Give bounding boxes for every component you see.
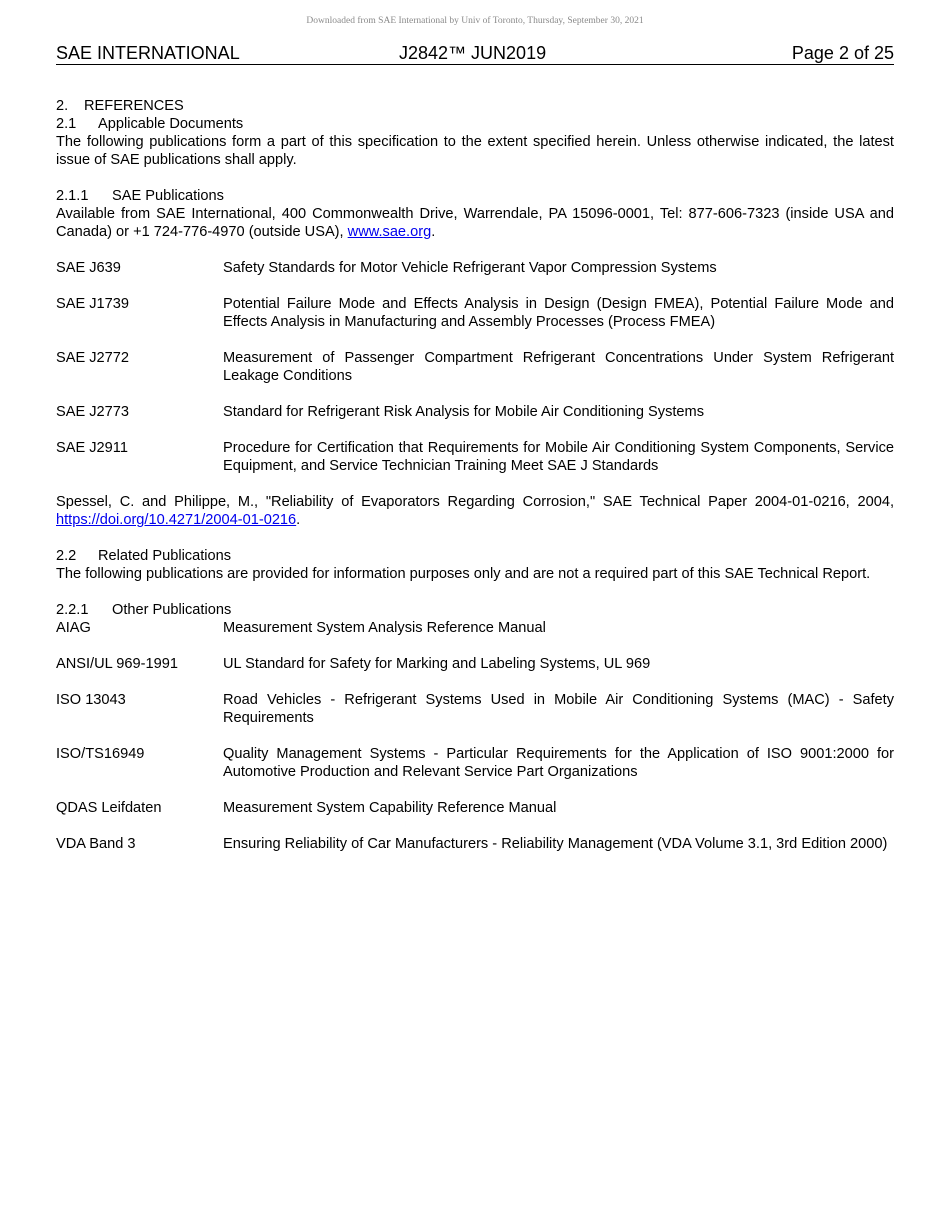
- reference-code: SAE J1739: [56, 296, 130, 312]
- heading-number: 2.1: [56, 116, 77, 132]
- reference-title: Procedure for Certification that Requirements for Mobile Air Conditioning System Components, Service Equipment, and Service Technician Training Meet SAE J Standards: [223, 440, 894, 474]
- heading-title: Related Publications: [98, 548, 232, 564]
- heading-title: SAE Publications: [112, 188, 224, 204]
- related-publications-text: The following publications are provided for information purposes only and are not a required part of this SAE Technical Report.: [56, 566, 871, 582]
- reference-row: [56, 619, 894, 637]
- availability-text: Available from SAE International, 400 Commonwealth Drive, Warrendale, PA 15096-0001, Tel: 877-606-7323 (inside USA and Canada) or +1 724-776-4970 (outside USA),: [56, 206, 894, 240]
- heading-title: Other Publications: [112, 602, 232, 618]
- reference-row: [56, 655, 894, 673]
- page-header: [56, 43, 894, 65]
- reference-code: SAE J2773: [56, 404, 130, 420]
- reference-title: UL Standard for Safety for Marking and Labeling Systems, UL 969: [223, 656, 651, 672]
- reference-code: SAE J639: [56, 260, 121, 276]
- heading-number: 2.1.1: [56, 188, 89, 204]
- heading-applicable-documents: [56, 115, 894, 133]
- reference-title: Safety Standards for Motor Vehicle Refrigerant Vapor Compression Systems: [223, 260, 717, 276]
- reference-row: [56, 403, 894, 421]
- header-page-number: Page 2 of 25: [791, 43, 894, 63]
- reference-row: [56, 835, 894, 853]
- reference-code: AIAG: [56, 620, 91, 636]
- other-references-list: [56, 619, 894, 853]
- doi-link[interactable]: https://doi.org/10.4271/2004-01-0216: [56, 512, 297, 528]
- section-number: 2.: [56, 98, 69, 114]
- reference-title: Measurement of Passenger Compartment Refrigerant Concentrations Under System Refrigerant Leakage Conditions: [223, 350, 894, 384]
- reference-code: ISO/TS16949: [56, 746, 145, 762]
- heading-related-publications: [56, 547, 894, 565]
- sae-website-link[interactable]: www.sae.org: [347, 224, 432, 240]
- section-heading-references: [56, 97, 894, 115]
- reference-row: [56, 349, 894, 385]
- reference-code: VDA Band 3: [56, 836, 136, 852]
- citation-text: Spessel, C. and Philippe, M., "Reliability of Evaporators Regarding Corrosion," SAE Technical Paper 2004-01-0216, 2004,: [56, 494, 894, 510]
- heading-title: Applicable Documents: [98, 116, 244, 132]
- applicable-documents-text: The following publications form a part of this specification to the extent specified herein. Unless otherwise indicated, the latest issue of SAE publications shall apply.: [56, 134, 894, 168]
- reference-title: Quality Management Systems - Particular Requirements for the Application of ISO 9001:2000 for Automotive Production and Relevant Service Part Organizations: [223, 746, 894, 780]
- heading-other-publications: [56, 601, 894, 619]
- spessel-citation: [56, 493, 894, 529]
- reference-code: ANSI/UL 969-1991: [56, 656, 178, 672]
- header-org: SAE INTERNATIONAL: [56, 43, 240, 63]
- section-title: REFERENCES: [84, 98, 184, 114]
- sae-references-list: [56, 259, 894, 475]
- header-doc-number: J2842™ JUN2019: [399, 43, 547, 63]
- reference-row: [56, 691, 894, 727]
- reference-code: QDAS Leifdaten: [56, 800, 162, 816]
- reference-title: Potential Failure Mode and Effects Analysis in Design (Design FMEA), Potential Failure Mode and Effects Analysis in Manufacturing and Assembly Processes (Process FMEA): [223, 296, 894, 330]
- reference-code: ISO 13043: [56, 692, 126, 708]
- reference-row: [56, 295, 894, 331]
- reference-title: Measurement System Analysis Reference Manual: [223, 620, 546, 636]
- reference-row: [56, 439, 894, 475]
- reference-title: Measurement System Capability Reference Manual: [223, 800, 557, 816]
- reference-code: SAE J2911: [56, 440, 128, 456]
- heading-number: 2.2.1: [56, 602, 89, 618]
- heading-sae-publications: [56, 187, 894, 205]
- download-watermark: Downloaded from SAE International by Univ of Toronto, Thursday, September 30, 2021: [306, 16, 644, 26]
- reference-code: SAE J2772: [56, 350, 130, 366]
- heading-number: 2.2: [56, 548, 77, 564]
- reference-title: Road Vehicles - Refrigerant Systems Used in Mobile Air Conditioning Systems (MAC) - Safety Requirements: [223, 692, 894, 726]
- citation-end: .: [296, 512, 301, 528]
- reference-title: Ensuring Reliability of Car Manufacturers - Reliability Management (VDA Volume 3.1, 3rd Edition 2000): [223, 836, 888, 852]
- reference-row: [56, 799, 894, 817]
- reference-row: [56, 745, 894, 781]
- reference-row: [56, 259, 894, 277]
- availability-text-end: .: [431, 224, 436, 240]
- document-body: [56, 97, 894, 871]
- sae-availability-text: [56, 205, 894, 241]
- reference-title: Standard for Refrigerant Risk Analysis for Mobile Air Conditioning Systems: [223, 404, 704, 420]
